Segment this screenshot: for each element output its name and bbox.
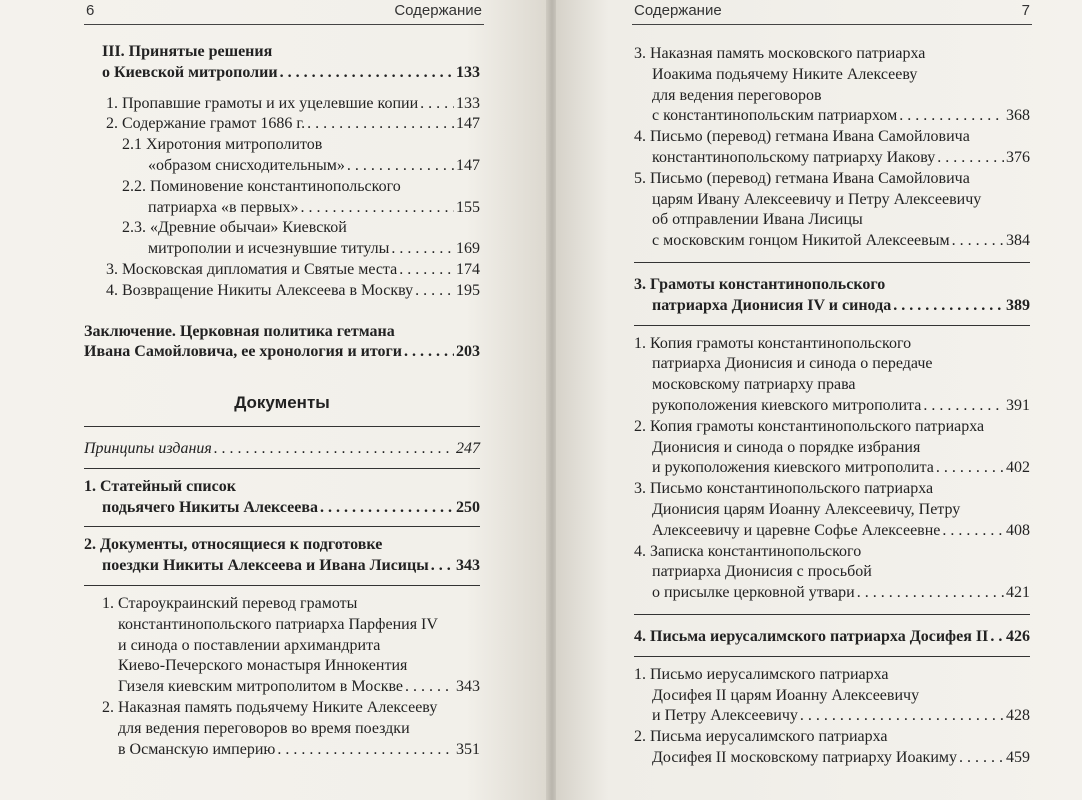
toc-entry xyxy=(84,698,480,760)
dot-leader xyxy=(347,156,454,177)
toc-last-line xyxy=(634,627,1030,648)
toc-page-number: 408 xyxy=(1006,521,1030,539)
dot-leader xyxy=(857,583,1004,604)
toc-last-line xyxy=(84,342,480,363)
dot-leader xyxy=(936,458,1004,479)
toc-line: 2. Документы, относящиеся к подготовке xyxy=(84,536,383,554)
toc-entry xyxy=(634,542,1030,604)
toc-doc2-items xyxy=(84,594,480,760)
dot-leader xyxy=(431,556,454,577)
toc-line: 2.2. Поминовение константинопольского xyxy=(122,177,401,195)
section-divider xyxy=(634,262,1030,263)
running-head-title: Содержание xyxy=(394,2,482,19)
toc-line: 5. Письмо (перевод) гетмана Ивана Самойловича xyxy=(634,169,970,187)
toc-last-line xyxy=(84,677,480,698)
toc-page-number: 250 xyxy=(456,498,480,516)
right-page xyxy=(556,0,1082,800)
toc-line: 4. Письмо (перевод) гетмана Ивана Самойловича xyxy=(634,128,970,146)
toc-entry-title: митрополии и исчезнувшие титулы xyxy=(148,240,390,258)
toc-entry xyxy=(634,479,1030,541)
running-head xyxy=(634,2,1030,22)
toc-entry-conclusion xyxy=(84,322,480,364)
toc-entry-title: 2. Содержание грамот 1686 г. xyxy=(106,115,306,133)
toc-entry xyxy=(84,135,480,177)
toc-entry xyxy=(84,218,480,260)
toc-entry-doc3 xyxy=(634,275,1030,317)
toc-page-number: 147 xyxy=(456,156,480,174)
toc-last-line xyxy=(84,439,480,460)
toc-entry-doc4 xyxy=(634,627,1030,648)
toc-line: московскому патриарху права xyxy=(652,376,856,394)
dot-leader xyxy=(320,498,454,519)
toc-last-line xyxy=(84,156,480,177)
toc-last-line xyxy=(634,106,1030,127)
toc-last-line xyxy=(634,748,1030,769)
toc-line: для ведения переговоров во время поездки xyxy=(118,719,410,737)
dot-leader xyxy=(405,677,454,698)
toc-last-line xyxy=(102,63,480,84)
toc-page-number: 428 xyxy=(1006,707,1030,725)
dot-leader xyxy=(942,521,1004,542)
header-rule xyxy=(632,24,1032,25)
toc-entry-title: патриарха «в первых» xyxy=(148,198,299,216)
toc-entry-principles xyxy=(84,439,480,460)
toc-last-line xyxy=(84,198,480,219)
toc-doc2-items-cont xyxy=(634,44,1030,252)
toc-line: 4. Записка константинопольского xyxy=(634,542,862,560)
toc-line: константинопольского патриарха Парфения IV xyxy=(118,615,438,633)
dot-leader xyxy=(952,231,1004,252)
toc-page-number: 343 xyxy=(456,557,480,575)
toc-last-line xyxy=(84,239,480,260)
toc-page-number: 203 xyxy=(456,343,480,361)
section-divider xyxy=(634,656,1030,657)
dot-leader xyxy=(301,198,454,219)
toc-last-line xyxy=(634,458,1030,479)
toc-line: 2. Копия грамоты константинопольского патриарха xyxy=(634,417,985,435)
section-divider xyxy=(634,325,1030,326)
toc-last-line xyxy=(634,396,1030,417)
toc-entry xyxy=(84,260,480,281)
toc-entry xyxy=(634,44,1030,127)
toc-line: 3. Грамоты константинопольского xyxy=(634,275,886,293)
toc-entry-title: 4. Возвращение Никиты Алексеева в Москву xyxy=(106,281,414,299)
toc-entry xyxy=(84,281,480,302)
toc-entry-title: константинопольскому патриарху Иакову xyxy=(652,148,936,166)
toc-doc3-items xyxy=(634,334,1030,604)
toc-line: 2. Письма иерусалимского патриарха xyxy=(634,728,888,746)
toc-page-number: 391 xyxy=(1006,396,1030,414)
toc-entry-title: «образом снисходительным» xyxy=(148,156,345,174)
toc-page-number: 147 xyxy=(456,115,480,133)
section-divider xyxy=(84,468,480,469)
dot-leader xyxy=(990,627,1004,648)
toc-entry-title: о присылке церковной утвари xyxy=(652,584,855,602)
toc-page-number: 169 xyxy=(456,240,480,258)
toc-last-line xyxy=(634,521,1030,542)
toc-page-number: 384 xyxy=(1006,232,1030,250)
toc-page-number: 133 xyxy=(456,63,480,81)
toc-last-line xyxy=(84,94,480,115)
toc-entry-title: Ивана Самойловича, ее хронология и итоги xyxy=(84,343,403,361)
toc-line: 2.1 Хиротония митрополитов xyxy=(122,136,323,154)
toc-line: 1. Статейный список xyxy=(84,477,236,495)
toc-entry-title: Принципы издания xyxy=(84,439,212,457)
toc-right xyxy=(634,44,1030,769)
toc-entry-title: 4. Письма иерусалимского патриарха Досифея II xyxy=(634,627,989,645)
toc-entry xyxy=(634,727,1030,769)
toc-entry-title: подьячего Никиты Алексеева xyxy=(102,498,319,516)
toc-entry-title: с константинопольским патриархом xyxy=(652,107,898,125)
dot-leader xyxy=(399,260,454,281)
dot-leader xyxy=(923,396,1004,417)
toc-entry xyxy=(634,417,1030,479)
dot-leader xyxy=(214,439,454,460)
toc-last-line xyxy=(84,114,480,135)
toc-line: 3. Наказная память московского патриарха xyxy=(634,45,926,62)
toc-page-number: 368 xyxy=(1006,107,1030,125)
toc-line: для ведения переговоров xyxy=(652,86,822,104)
toc-page-number: 133 xyxy=(456,94,480,112)
page-number: 6 xyxy=(86,2,95,19)
toc-last-line xyxy=(634,231,1030,252)
dot-leader xyxy=(277,740,454,761)
dot-leader xyxy=(391,239,454,260)
dot-leader xyxy=(404,342,454,363)
toc-line: царям Ивану Алексеевичу и Петру Алексеевичу xyxy=(652,190,982,208)
toc-last-line xyxy=(634,296,1030,317)
running-head xyxy=(86,2,482,22)
toc-last-line xyxy=(84,740,480,761)
toc-entry xyxy=(84,177,480,219)
toc-line: Досифея II царям Иоанну Алексеевичу xyxy=(652,686,920,704)
toc-entry-title: патриарха Дионисия IV и синода xyxy=(652,296,892,314)
toc-entry-title: 3. Московская дипломатия и Святые места xyxy=(106,260,398,278)
toc-page-number: 426 xyxy=(1006,627,1030,645)
toc-page-number: 459 xyxy=(1006,748,1030,766)
toc-entry-title: Алексеевичу и царевне Софье Алексеевне xyxy=(652,521,941,539)
toc-line: 1. Староукраинский перевод грамоты xyxy=(102,594,358,612)
toc-entry-title: поездки Никиты Алексеева и Ивана Лисицы xyxy=(102,557,429,575)
dot-leader xyxy=(893,296,1004,317)
toc-line: и синода о поставлении архимандрита xyxy=(118,636,381,654)
toc-line: об отправлении Ивана Лисицы xyxy=(652,211,863,229)
dot-leader xyxy=(800,706,1004,727)
toc-entry xyxy=(84,94,480,115)
toc-entry-title: 1. Пропавшие грамоты и их уцелевшие копии xyxy=(106,94,419,112)
toc-line: патриарха Дионисия и синода о передаче xyxy=(652,355,933,373)
toc-part3-items xyxy=(84,94,480,302)
toc-entry xyxy=(84,594,480,698)
dot-leader xyxy=(415,281,454,302)
toc-page-number: 174 xyxy=(456,260,480,278)
section-divider xyxy=(84,526,480,527)
page-number: 7 xyxy=(1021,2,1030,19)
toc-entry-doc2 xyxy=(84,535,480,577)
toc-entry-title: Досифея II московскому патриарху Иоакиму xyxy=(652,748,957,766)
toc-last-line xyxy=(84,556,480,577)
toc-entry-title: о Киевской митрополии xyxy=(102,63,278,81)
toc-page-number: 402 xyxy=(1006,459,1030,477)
dot-leader xyxy=(937,148,1004,169)
toc-page-number: 351 xyxy=(456,740,480,758)
toc-page-number: 389 xyxy=(1006,296,1030,314)
toc-line: 2.3. «Древние обычаи» Киевской xyxy=(122,219,347,237)
toc-entry-title: рукоположения киевского митрополита xyxy=(652,396,922,414)
header-rule xyxy=(84,24,484,25)
dot-leader xyxy=(307,114,454,135)
dot-leader xyxy=(280,63,454,84)
toc-doc4-items xyxy=(634,665,1030,769)
toc-entry xyxy=(634,665,1030,727)
toc-line: 2. Наказная память подьячему Никите Алексееву xyxy=(102,698,438,716)
toc-entry-title: с московским гонцом Никитой Алексеевым xyxy=(652,232,950,250)
toc-entry-title: Гизеля киевским митрополитом в Москве xyxy=(118,678,404,696)
toc-entry xyxy=(634,169,1030,252)
toc-line: 1. Письмо иерусалимского патриарха xyxy=(634,665,889,683)
toc-line: Иоакима подьячему Никите Алексееву xyxy=(652,65,918,83)
toc-entry-title: в Османскую империю xyxy=(118,740,276,758)
section-divider xyxy=(84,585,480,586)
toc-entry-title: и Петру Алексеевичу xyxy=(652,707,798,725)
dot-leader xyxy=(959,748,1004,769)
toc-last-line xyxy=(84,260,480,281)
toc-last-line xyxy=(84,498,480,519)
toc-last-line xyxy=(634,583,1030,604)
toc-last-line xyxy=(634,148,1030,169)
toc-line: Заключение. Церковная политика гетмана xyxy=(84,322,395,340)
section-divider xyxy=(634,614,1030,615)
toc-left xyxy=(84,42,480,760)
toc-page-number: 343 xyxy=(456,678,480,696)
toc-line: Дионисия царям Иоанну Алексеевичу, Петру xyxy=(652,500,961,518)
toc-line: патриарха Дионисия с просьбой xyxy=(652,563,872,581)
toc-last-line xyxy=(84,281,480,302)
dot-leader xyxy=(420,94,454,115)
toc-line: Дионисия и синода о порядке избрания xyxy=(652,438,921,456)
toc-entry-doc1 xyxy=(84,477,480,519)
section-divider xyxy=(84,426,480,427)
toc-page-number: 195 xyxy=(456,281,480,299)
toc-entry-part3 xyxy=(102,42,480,84)
documents-heading: Документы xyxy=(234,393,330,413)
toc-last-line xyxy=(634,706,1030,727)
toc-entry-title: и рукоположения киевского митрополита xyxy=(652,459,934,477)
toc-page-number: 247 xyxy=(456,439,480,457)
toc-page-number: 376 xyxy=(1006,148,1030,166)
toc-line: Киево-Печерского монастыря Иннокентия xyxy=(118,657,408,675)
toc-entry xyxy=(634,127,1030,169)
toc-line: 1. Копия грамоты константинопольского xyxy=(634,334,912,352)
toc-page-number: 155 xyxy=(456,198,480,216)
toc-entry xyxy=(84,114,480,135)
toc-page-number: 421 xyxy=(1006,584,1030,602)
toc-line: III. Принятые решения xyxy=(102,43,273,60)
dot-leader xyxy=(899,106,1004,127)
toc-line: 3. Письмо константинопольского патриарха xyxy=(634,480,934,498)
running-head-title: Содержание xyxy=(634,2,722,19)
toc-entry xyxy=(634,334,1030,417)
